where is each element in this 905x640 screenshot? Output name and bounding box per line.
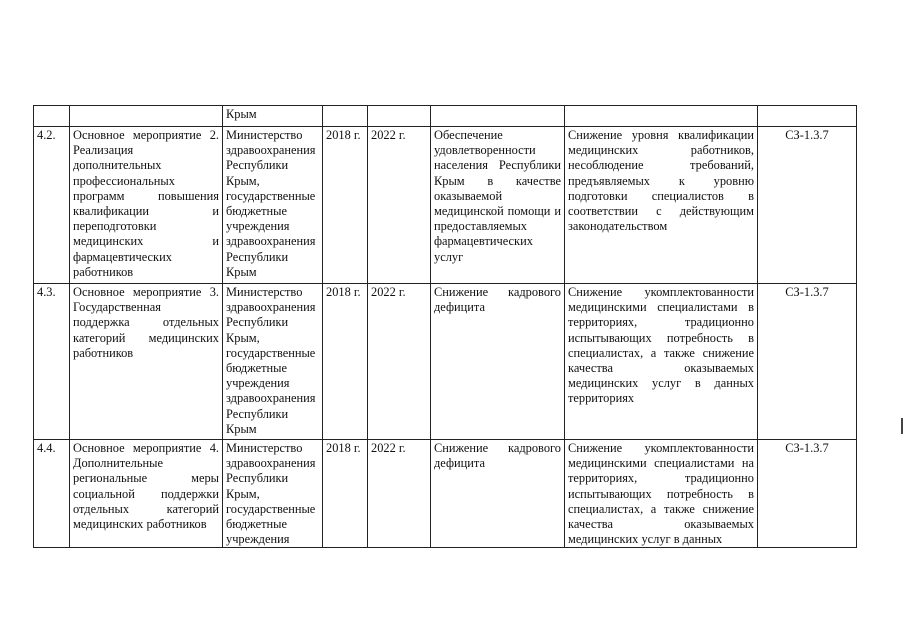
table-row xyxy=(34,284,857,440)
cell-indicator: СЗ-1.3.7 xyxy=(758,284,857,440)
cell-indicator xyxy=(758,106,857,127)
cell-executor: Министерство здравоохранения Республики Крым, государственные бюджетные учреждения здравоохранения Республики Крым xyxy=(223,284,323,440)
cell-start: 2018 г. xyxy=(323,440,368,548)
cell-result: Снижение кадрового дефицита xyxy=(431,284,565,440)
cell-executor: Министерство здравоохранения Республики Крым, государственные бюджетные учреждения xyxy=(223,440,323,548)
cell-executor: Крым xyxy=(223,106,323,127)
cell-indicator: СЗ-1.3.7 xyxy=(758,440,857,548)
cell-num: 4.3. xyxy=(34,284,70,440)
cell-end: 2022 г. xyxy=(368,284,431,440)
cell-consequences: Снижение уровня квалификации медицинских работников, несоблюдение требований, предъявляемых к уровню подготовки специалистов в соответствии с действующим законодательством xyxy=(565,127,758,284)
table-row-continuation xyxy=(34,106,857,127)
cell-end xyxy=(368,106,431,127)
cell-num xyxy=(34,106,70,127)
table-row xyxy=(34,440,857,548)
cell-end: 2022 г. xyxy=(368,440,431,548)
cell-consequences: Снижение укомплектованности медицинскими специалистами на территориях, традиционно испытывающих потребность в специалистах, а также снижение качества оказываемых медицинских услуг в данных xyxy=(565,440,758,548)
cell-executor: Министерство здравоохранения Республики Крым, государственные бюджетные учреждения здравоохранения Республики Крым xyxy=(223,127,323,284)
cell-consequences xyxy=(565,106,758,127)
cell-num: 4.2. xyxy=(34,127,70,284)
cell-result: Обеспечение удовлетворенности населения Республики Крым в качестве оказываемой медицинской помощи и предоставляемых фармацевтических услуг xyxy=(431,127,565,284)
cell-event: Основное мероприятие 3. Государственная поддержка отдельных категорий медицинских работников xyxy=(70,284,223,440)
program-measures-table xyxy=(33,105,857,548)
cell-start: 2018 г. xyxy=(323,127,368,284)
scan-edge-mark xyxy=(901,418,903,434)
cell-consequences: Снижение укомплектованности медицинскими специалистами в территориях, традиционно испытывающих потребность в специалистах, а также снижение качества оказываемых медицинских услуг в данных территориях xyxy=(565,284,758,440)
cell-num: 4.4. xyxy=(34,440,70,548)
cell-start: 2018 г. xyxy=(323,284,368,440)
cell-event xyxy=(70,106,223,127)
cell-event: Основное мероприятие 2. Реализация дополнительных профессиональных программ повышения квалификации и переподготовки медицинских и фармацевтических работников xyxy=(70,127,223,284)
cell-end: 2022 г. xyxy=(368,127,431,284)
cell-result: Снижение кадрового дефицита xyxy=(431,440,565,548)
cell-start xyxy=(323,106,368,127)
cell-indicator: СЗ-1.3.7 xyxy=(758,127,857,284)
cell-result xyxy=(431,106,565,127)
table-row xyxy=(34,127,857,284)
cell-event: Основное мероприятие 4. Дополнительные региональные меры социальной поддержки отдельных категорий медицинских работников xyxy=(70,440,223,548)
